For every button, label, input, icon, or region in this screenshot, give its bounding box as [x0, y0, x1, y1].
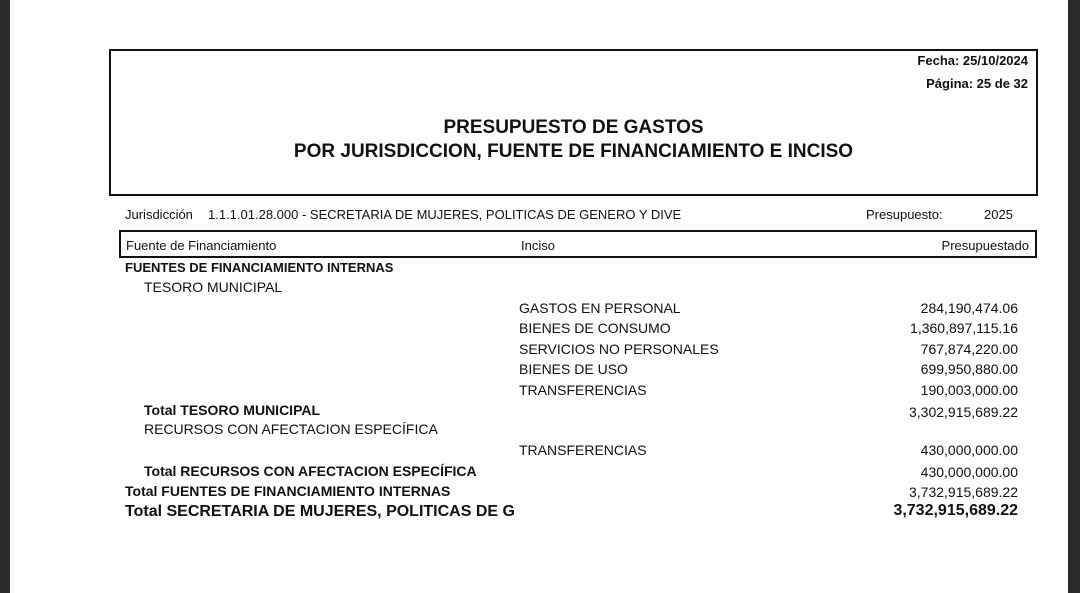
- inciso-label: BIENES DE CONSUMO: [519, 320, 671, 336]
- report-date: Fecha: 25/10/2024: [917, 53, 1028, 68]
- inciso-label: TRANSFERENCIAS: [519, 382, 647, 398]
- fuente-name: TESORO MUNICIPAL: [144, 279, 283, 295]
- inciso-amount: 699,950,880.00: [920, 361, 1018, 377]
- report-subtitle: POR JURISDICCION, FUENTE DE FINANCIAMIENTO E INCISO: [293, 141, 854, 162]
- column-header-row: [119, 230, 1037, 258]
- inciso-label: GASTOS EN PERSONAL: [519, 300, 681, 316]
- group-total-amount: 3,732,915,689.22: [909, 484, 1018, 500]
- fuente-total-label: Total RECURSOS CON AFECTACION ESPECÍFICA: [144, 463, 477, 479]
- presupuesto-label: Presupuesto:: [866, 207, 943, 222]
- inciso-amount: 284,190,474.06: [920, 300, 1018, 316]
- inciso-amount: 190,003,000.00: [920, 382, 1018, 398]
- inciso-amount: 1,360,897,115.16: [910, 320, 1018, 336]
- column-header-inciso: Inciso: [521, 238, 555, 253]
- inciso-label: SERVICIOS NO PERSONALES: [519, 341, 719, 357]
- fuente-name: RECURSOS CON AFECTACION ESPECÍFICA: [144, 421, 438, 437]
- column-header-fuente: Fuente de Financiamiento: [126, 238, 277, 253]
- group-total-label: Total FUENTES DE FINANCIAMIENTO INTERNAS: [125, 483, 451, 499]
- report-page: [10, 0, 1068, 593]
- grand-total-amount: 3,732,915,689.22: [893, 502, 1018, 519]
- inciso-label: BIENES DE USO: [519, 361, 628, 377]
- jurisdiccion-value: 1.1.1.01.28.000 - SECRETARIA DE MUJERES, POLITICAS DE GENERO Y DIVE: [208, 207, 682, 222]
- jurisdiccion-label: Jurisdicción: [125, 207, 193, 222]
- page-number: Página: 25 de 32: [926, 76, 1028, 91]
- column-header-presupuestado: Presupuestado: [941, 238, 1029, 253]
- report-title: PRESUPUESTO DE GASTOS: [443, 117, 704, 138]
- fuente-total-amount: 3,302,915,689.22: [909, 404, 1018, 420]
- report-header: [109, 49, 1038, 196]
- group-title: FUENTES DE FINANCIAMIENTO INTERNAS: [125, 260, 394, 275]
- inciso-amount: 767,874,220.00: [920, 341, 1018, 357]
- grand-total-label: Total SECRETARIA DE MUJERES, POLITICAS DE G: [125, 503, 515, 520]
- fuente-total-label: Total TESORO MUNICIPAL: [144, 402, 321, 418]
- inciso-amount: 430,000,000.00: [920, 442, 1018, 458]
- inciso-label: TRANSFERENCIAS: [519, 442, 647, 458]
- presupuesto-year: 2025: [984, 207, 1013, 222]
- fuente-total-amount: 430,000,000.00: [920, 464, 1018, 480]
